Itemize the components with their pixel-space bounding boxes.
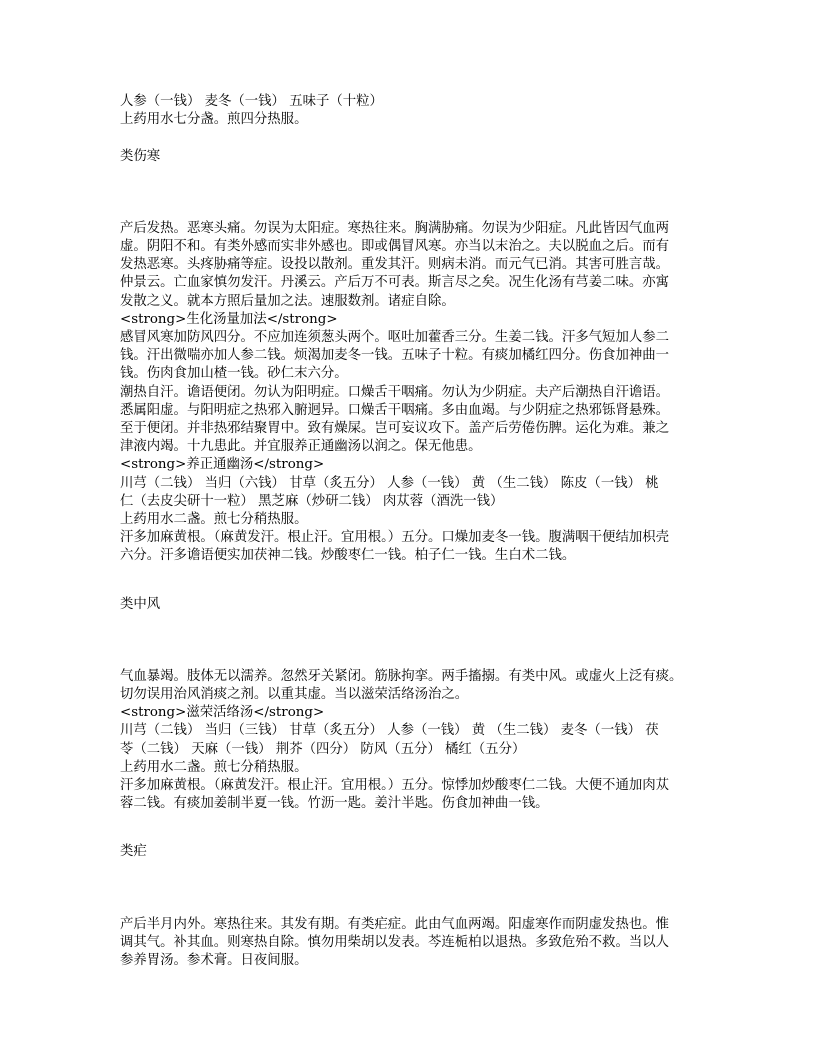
- paragraph-line: 产后发热。恶寒头痛。勿误为太阳症。寒热往来。胸满胁痛。勿误为少阳症。凡此皆因气血两: [120, 220, 670, 236]
- paragraph-line: 产后半月内外。寒热往来。其发有期。有类疟症。此由气血两竭。阳虚寒作而阴虚发热也。惟: [120, 916, 670, 932]
- ingredient-line: 川芎（二钱） 当归（六钱） 甘草（炙五分） 人参（一钱） 黄 （生二钱） 陈皮（一钱） 桃: [120, 475, 659, 491]
- paragraph-line: 上药用水二盏。煎七分稍热服。: [120, 759, 308, 775]
- paragraph-line: 虚。阴阳不和。有类外感而实非外感也。即或偶冒风寒。亦当以末治之。夫以脱血之后。而有: [120, 239, 670, 254]
- section-lei-nue: [120, 843, 700, 970]
- formula-title: <strong>生化汤量加法</strong>: [120, 311, 338, 327]
- ingredient-line: 苓（二钱） 天麻（一钱） 荆芥（四分） 防风（五分） 橘红（五分）: [120, 741, 526, 757]
- paragraph-line: 感冒风寒加防风四分。不应加连须葱头两个。呕吐加藿香三分。生姜二钱。汗多气短加人参二: [120, 330, 670, 346]
- ingredient-line: 仁（去皮尖研十一粒） 黑芝麻（炒研二钱） 肉苁蓉（酒洗一钱）: [120, 493, 504, 509]
- section-lei-zhong-feng: [120, 596, 700, 814]
- paragraph-line: 津液内竭。十九患此。并宜服养正通幽汤以润之。保无他患。: [120, 439, 482, 455]
- paragraph-line: 汗多加麻黄根。（麻黄发汗。根止汗。宜用根。）五分。口燥加麦冬一钱。腹满咽干便结加枳壳: [120, 530, 670, 546]
- paragraph-line: 汗多加麻黄根。（麻黄发汗。根止汗。宜用根。）五分。惊悸加炒酸枣仁二钱。大便不通加肉苁: [120, 778, 670, 794]
- intro-line: 上药用水七分盏。煎四分热服。: [120, 112, 308, 128]
- paragraph-line: 钱。汗出微喘亦加人参二钱。烦渴加麦冬一钱。五味子十粒。有痰加橘红四分。伤食加神曲一: [120, 348, 670, 364]
- paragraph-line: 仲景云。亡血家慎勿发汗。丹溪云。产后万不可表。斯言尽之矣。况生化汤有芎姜二味。亦寓: [120, 275, 670, 291]
- paragraph-line: 发散之义。就本方照后量加之法。速服数剂。诸症自除。: [120, 293, 455, 309]
- paragraph-line: 气血暴竭。肢体无以濡养。忽然牙关紧闭。筋脉拘挛。两手搐搦。有类中风。或虚火上泛有痰。: [120, 668, 683, 684]
- ingredient-line: 川芎（二钱） 当归（三钱） 甘草（炙五分） 人参（一钱） 黄 （生二钱） 麦冬（一钱） 茯: [120, 723, 659, 739]
- intro-block: [120, 93, 700, 129]
- paragraph-line: 上药用水二盏。煎七分稍热服。: [120, 512, 308, 528]
- paragraph-line: 调其气。补其血。则寒热自除。慎勿用柴胡以发表。芩连栀柏以退热。多致危殆不救。当以人: [120, 934, 670, 950]
- section-heading: 类疟: [120, 844, 147, 860]
- paragraph-line: 参养胃汤。参术膏。日夜间服。: [120, 953, 308, 969]
- formula-title: <strong>滋荣活络汤</strong>: [120, 705, 325, 721]
- paragraph-line: 至于便闭。并非热邪结聚胃中。致有燥屎。岂可妄议攻下。盖产后劳倦伤脾。运化为难。兼之: [120, 421, 670, 437]
- formula-title: <strong>养正通幽汤</strong>: [120, 457, 325, 473]
- section-heading: 类中风: [120, 596, 161, 612]
- paragraph-line: 悉属阳虚。与阳明症之热邪入腑迥异。口燥舌干咽痛。多由血竭。与少阴症之热邪铄肾悬殊。: [120, 402, 670, 418]
- document-page: [120, 93, 700, 970]
- paragraph-line: 蓉二钱。有痰加姜制半夏一钱。竹沥一匙。姜汁半匙。伤食加神曲一钱。: [120, 796, 549, 812]
- paragraph-line: 钱。伤肉食加山楂一钱。砂仁末六分。: [120, 366, 348, 382]
- paragraph-line: 六分。汗多谵语便实加茯神二钱。炒酸枣仁一钱。柏子仁一钱。生白术二钱。: [120, 548, 576, 564]
- paragraph-line: 切勿误用治风消痰之剂。以重其虚。当以滋荣活络汤治之。: [120, 687, 469, 703]
- section-lei-shang-han: [120, 148, 700, 566]
- paragraph-line: 潮热自汗。谵语便闭。勿认为阳明症。口燥舌干咽痛。勿认为少阴症。夫产后潮热自汗谵语。: [120, 384, 670, 400]
- paragraph-line: 发热恶寒。头疼胁痛等症。设投以散剂。重发其汗。则病未消。而元气已消。其害可胜言哉。: [120, 257, 670, 273]
- section-heading: 类伤寒: [120, 148, 161, 164]
- intro-line: 人参（一钱） 麦冬（一钱） 五味子（十粒）: [120, 94, 383, 109]
